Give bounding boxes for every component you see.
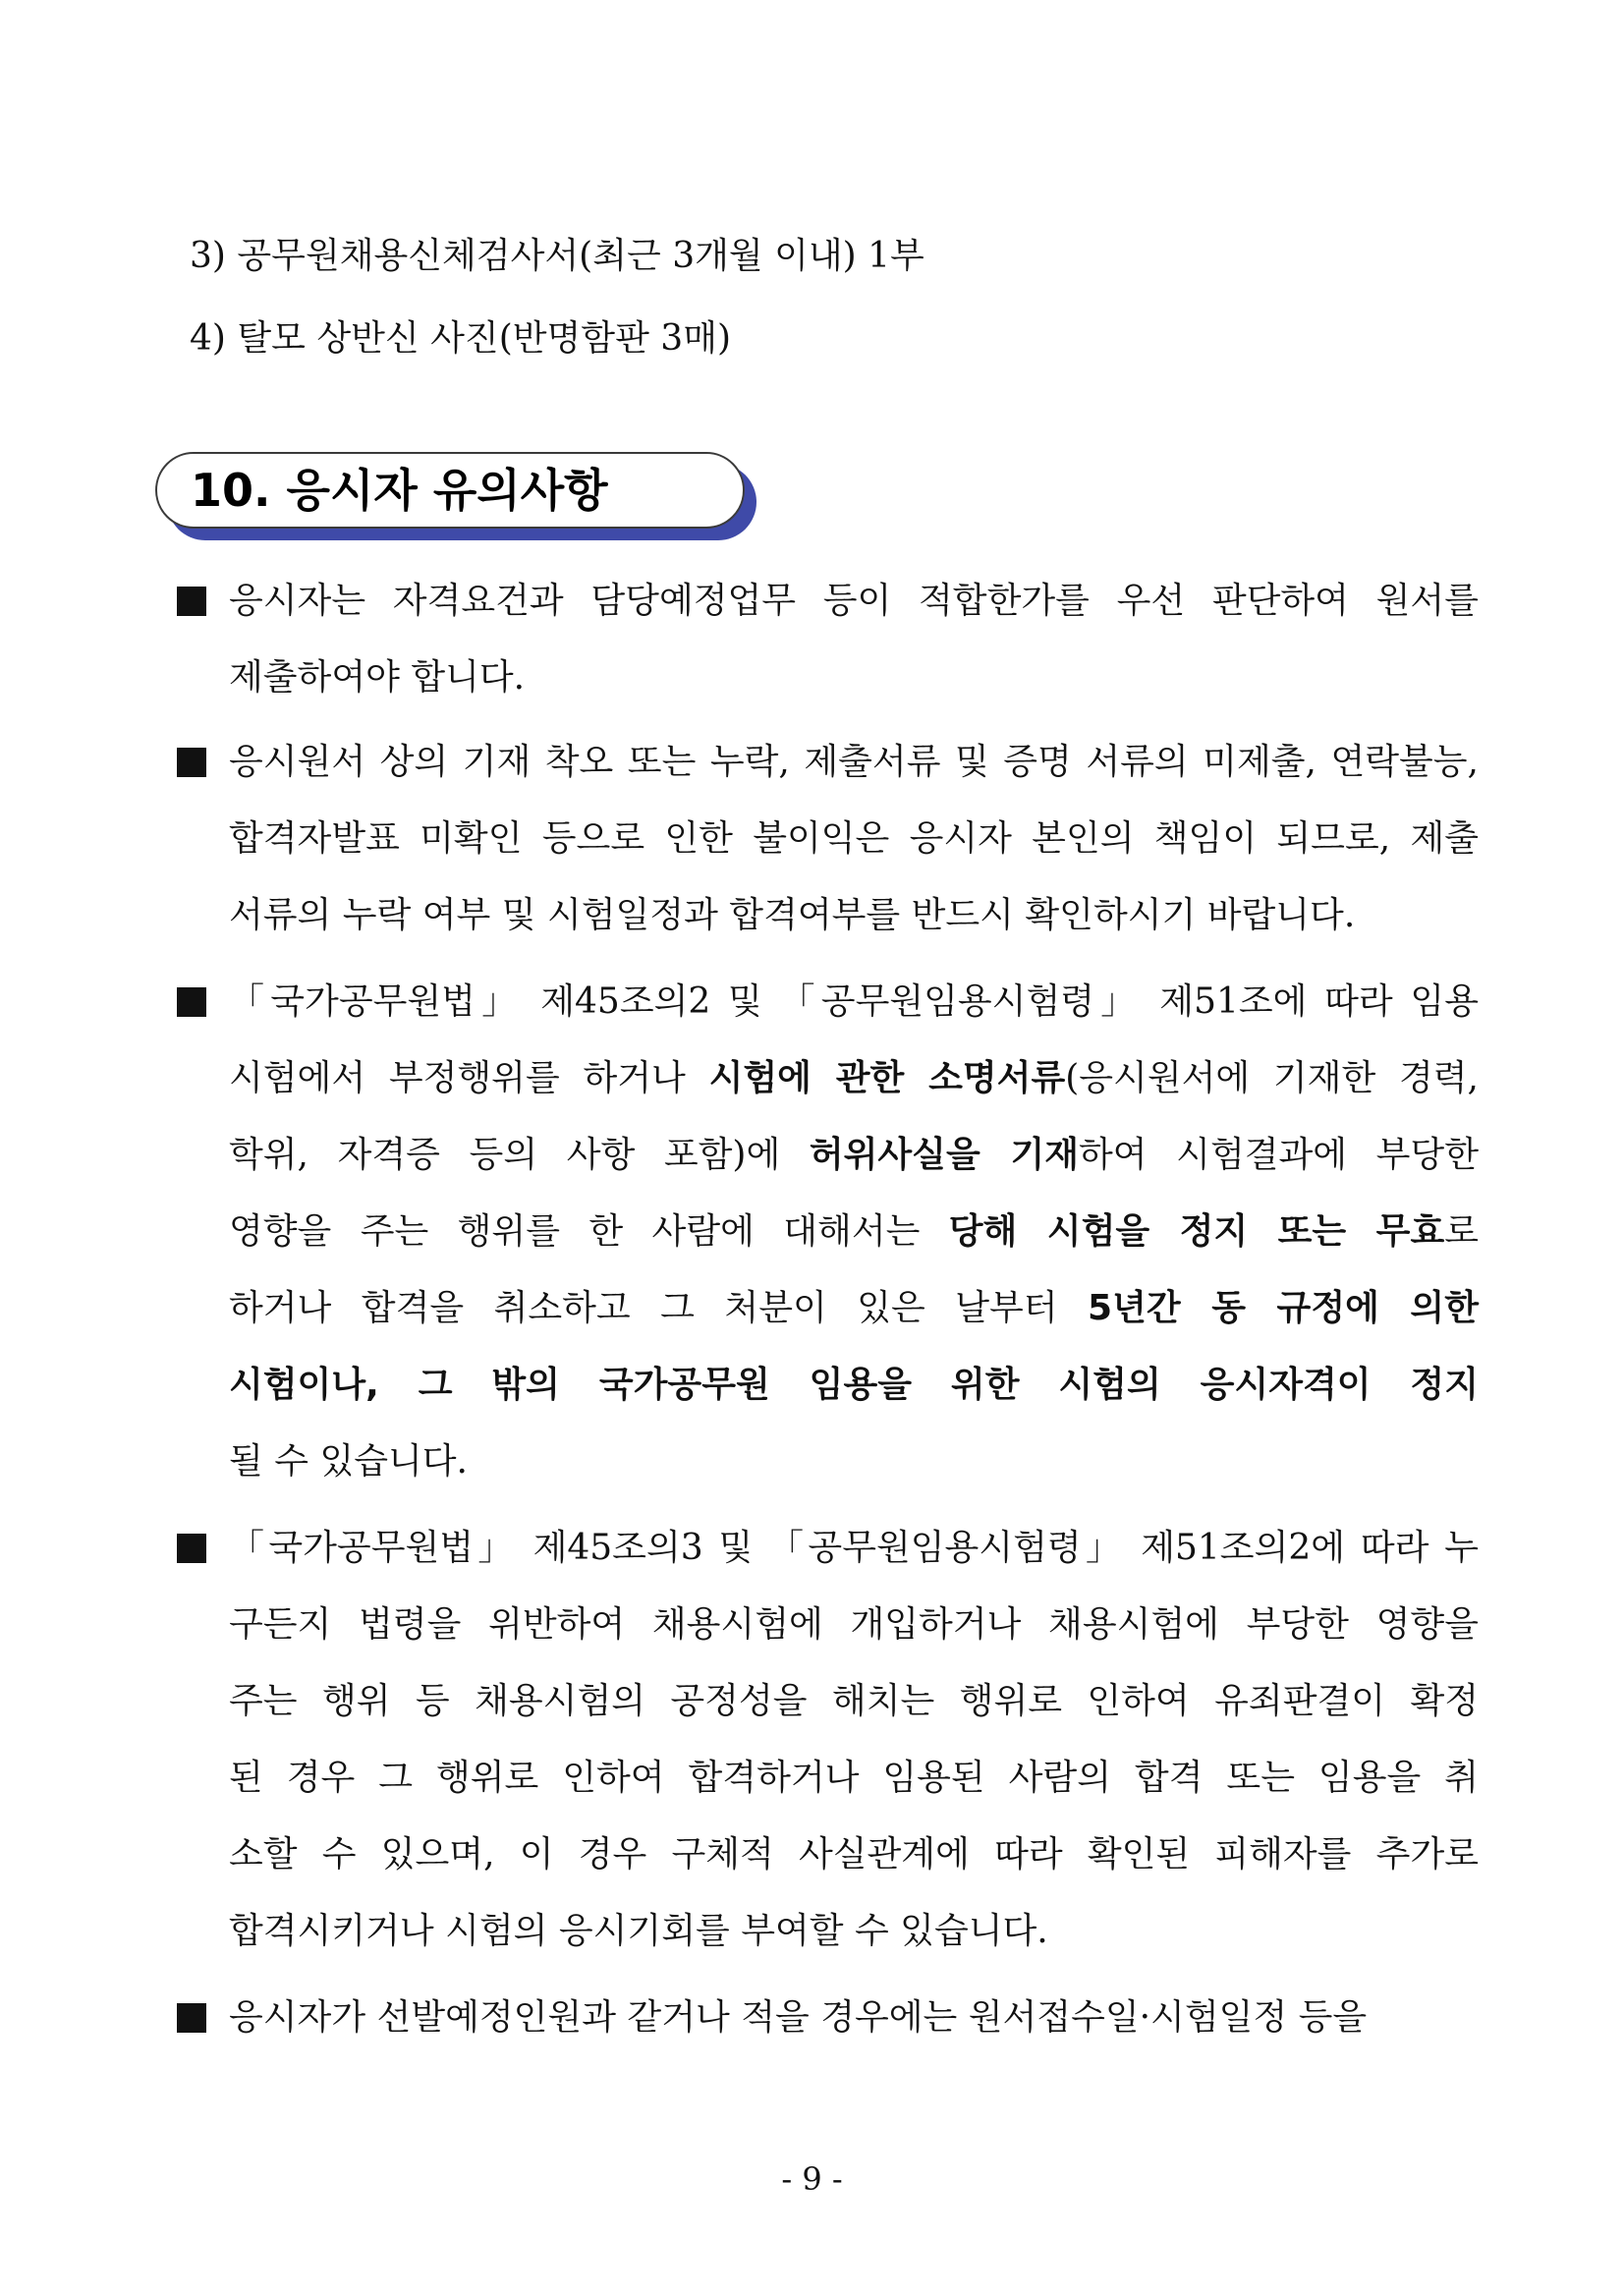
bold-text: 5년간 동 규정에 의한	[1088, 1288, 1479, 1328]
paragraph-line	[229, 1132, 1479, 1179]
bullet-square	[177, 1534, 206, 1563]
paragraph-line	[229, 1678, 1479, 1725]
text: 소할 수 있으며, 이 경우 구체적 사실관계에 따라 확인된 피해자를 추가로	[229, 1834, 1479, 1875]
bullet-marker	[175, 585, 210, 620]
paragraph-line	[229, 1438, 1479, 1485]
bullet-square	[177, 987, 206, 1017]
paragraph-line	[229, 1908, 1479, 1955]
paragraph-line	[229, 1285, 1479, 1332]
text: 서류의 누락 여부 및 시험일정과 합격여부를 반드시 확인하시기 바랍니다.	[229, 895, 1356, 935]
bullet-marker	[175, 1532, 210, 1567]
text: 응시자는 자격요건과 담당예정업무 등이 적합한가를 우선 판단하여 원서를	[229, 581, 1479, 621]
text: 될 수 있습니다.	[229, 1441, 468, 1482]
paragraph-line	[229, 1055, 1479, 1102]
paragraph-line	[229, 815, 1479, 863]
text: 주는 행위 등 채용시험의 공정성을 해치는 행위로 인하여 유죄판결이 확정	[229, 1681, 1479, 1721]
paragraph-line	[229, 739, 1479, 786]
text: 하거나 합격을 취소하고 그 처분이 있은 날부터	[229, 1288, 1089, 1328]
bold-text: 시험이나, 그 밖의 국가공무원 임용을 위한 시험의 응시자격이 정지	[229, 1365, 1479, 1405]
text: 로	[1444, 1211, 1480, 1252]
bullet-square	[177, 587, 206, 616]
text: 「국가공무원법」 제45조의2 및 「공무원임용시험령」 제51조에 따라 임용	[229, 981, 1479, 1022]
text: 영향을 주는 행위를 한 사람에 대해서는	[229, 1211, 949, 1252]
paragraph-line	[229, 1601, 1479, 1649]
bullet-marker	[175, 985, 210, 1021]
text: 하여 시험결과에 부당한	[1079, 1135, 1479, 1175]
text: (응시원서에 기재한 경력,	[1065, 1058, 1479, 1098]
paragraph-line	[229, 979, 1479, 1026]
section-heading-box	[155, 452, 745, 529]
text: 제출하여야 합니다.	[229, 657, 526, 698]
text: 구든지 법령을 위반하여 채용시험에 개입하거나 채용시험에 부당한 영향을	[229, 1604, 1479, 1645]
bullet-marker	[175, 2001, 210, 2037]
paragraph-line	[229, 654, 1479, 701]
paragraph-line	[229, 578, 1479, 625]
text: 응시원서 상의 기재 착오 또는 누락, 제출서류 및 증명 서류의 미제출, 연락불능,	[229, 742, 1479, 782]
bold-text: 당해 시험을 정지 또는 무효	[948, 1211, 1445, 1252]
bold-text: 허위사실을 기재	[809, 1135, 1079, 1175]
text: 시험에서 부정행위를 하거나	[229, 1058, 709, 1098]
paragraph-line	[229, 1994, 1479, 2042]
text: 된 경우 그 행위로 인하여 합격하거나 임용된 사람의 합격 또는 임용을 취	[229, 1758, 1479, 1798]
bullet-square	[177, 2003, 206, 2033]
text: 응시자가 선발예정인원과 같거나 적을 경우에는 원서접수일·시험일정 등을	[229, 1997, 1368, 2038]
page-number: - 9 -	[781, 2160, 843, 2198]
paragraph-line	[229, 1831, 1479, 1878]
submission-item-4: 4) 탈모 상반신 사진(반명함판 3매)	[190, 318, 732, 359]
text: 학위, 자격증 등의 사항 포함)에	[229, 1135, 810, 1175]
bullet-square	[177, 748, 206, 777]
paragraph-line	[229, 1755, 1479, 1802]
paragraph-line	[229, 1362, 1479, 1409]
submission-item-3: 3) 공무원채용신체검사서(최근 3개월 이내) 1부	[190, 236, 924, 276]
paragraph-line	[229, 892, 1479, 939]
paragraph-line	[229, 1208, 1479, 1256]
paragraph-line	[229, 1525, 1479, 1572]
section-heading: 10. 응시자 유의사항	[191, 464, 608, 517]
bold-text: 시험에 관한 소명서류	[708, 1058, 1066, 1098]
text: 합격자발표 미확인 등으로 인한 불이익은 응시자 본인의 책임이 되므로, 제출	[229, 818, 1479, 859]
bullet-marker	[175, 746, 210, 781]
text: 「국가공무원법」 제45조의3 및 「공무원임용시험령」 제51조의2에 따라 누	[229, 1528, 1479, 1568]
text: 합격시키거나 시험의 응시기회를 부여할 수 있습니다.	[229, 1911, 1048, 1951]
